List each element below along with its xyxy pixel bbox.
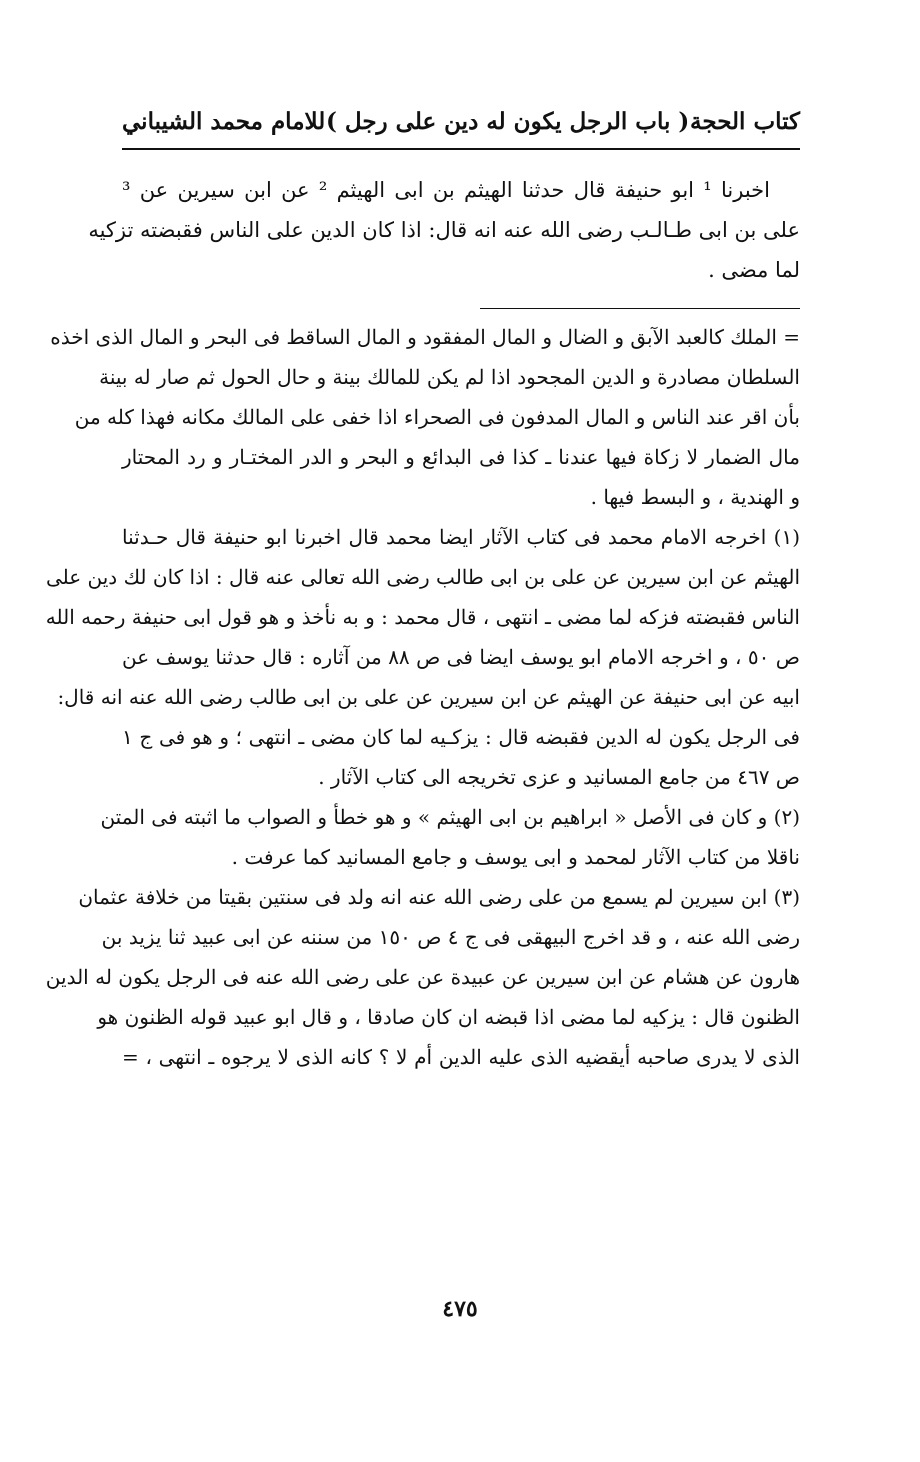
footnote-line: مال الضمار لا زكاة فيها عندنا ـ كذا فى البدائع و البحر و الدر المختـار و رد المحتار — [122, 445, 800, 469]
footnote-line: الذى لا يدرى صاحبه أيقضيه الذى عليه الدين أم لا ؟ كانه الذى لا يرجوه ـ انتهى ، = — [122, 1045, 800, 1069]
footnote-line: هارون عن هشام عن ابن سيرين عن عبيدة عن على رضى الله عنه فى الرجل يكون له الدين — [45, 965, 800, 989]
main-text-line: اخبرنا ¹ ابو حنيفة قال حدثنا الهيثم بن ابى الهيثم ² عن ابن سيرين عن ³ — [122, 178, 770, 202]
running-header — [122, 102, 800, 146]
footnote-line: بأن اقر عند الناس و المال المدفون فى الصحراء اذا خفى على المالك مكانه فهذا كله من — [74, 405, 800, 429]
book-title: كتاب الحجة — [690, 108, 800, 135]
footnote-line: السلطان مصادرة و الدين المجحود اذا لم يكن للمالك بينة و حال الحول ثم صار له بينة — [99, 365, 800, 389]
footnote-line: الناس فقبضته فزكه لما مضى ـ انتهى ، قال محمد : و به نأخذ و هو قول ابى حنيفة رحمه الله — [45, 605, 800, 629]
footnote-line: و الهندية ، و البسط فيها . — [590, 485, 800, 509]
footnote-line: (١) اخرجه الامام محمد فى كتاب الآثار ايضا محمد قال اخبرنا ابو حنيفة قال حـدثنا — [122, 525, 800, 549]
main-text-line: على بن ابى طـالـب رضى الله عنه انه قال: اذا كان الدين على الناس فقبضته تزكيه — [88, 218, 800, 242]
footnote-line: ابيه عن ابى حنيفة عن الهيثم عن ابن سيرين عن على بن ابى طالب رضى الله عنه انه قال: — [57, 685, 800, 709]
main-text-line: لما مضى . — [708, 258, 800, 282]
footnote-line: الظنون قال : يزكيه لما مضى اذا قبضه ان كان صادقا ، و قال ابو عبيد قوله الظنون هو — [97, 1005, 800, 1029]
footnote-separator — [480, 308, 800, 309]
document-page — [45, 102, 800, 1077]
footnote-line: فى الرجل يكون له الدين فقبضه قال : يزكـيه لما كان مضى ـ انتهى ؛ و هو فى ج ١ — [122, 725, 800, 749]
author-name: للامام محمد الشيباني — [122, 108, 326, 135]
footnote-line: ص ٥٠ ، و اخرجه الامام ابو يوسف ايضا فى ص ٨٨ من آثاره : قال حدثنا يوسف عن — [122, 645, 800, 669]
chapter-title: ( باب الرجل يكون له دين على رجل ) — [326, 108, 690, 135]
page-number: ٤٧٥ — [442, 1296, 478, 1322]
header-rule — [122, 148, 800, 150]
main-text — [88, 170, 800, 290]
footnote-line: الهيثم عن ابن سيرين عن على بن ابى طالب رضى الله تعالى عنه قال : اذا كان لك دين على — [45, 565, 800, 589]
footnotes — [45, 317, 800, 1077]
footnote-line: ص ٤٦٧ من جامع المسانيد و عزى تخريجه الى كتاب الآثار . — [318, 765, 800, 789]
footnote-line: (٣) ابن سيرين لم يسمع من على رضى الله عنه انه ولد فى سنتين بقيتا من خلافة عثمان — [78, 885, 800, 909]
footnote-line: ناقلا من كتاب الآثار لمحمد و ابى يوسف و جامع المسانيد كما عرفت . — [231, 845, 800, 869]
footnote-line: = الملك كالعبد الآبق و الضال و المال المفقود و المال الساقط فى البحر و المال الذى اخذه — [50, 325, 800, 349]
footnote-line: (٢) و كان فى الأصل « ابراهيم بن ابى الهيثم » و هو خطأ و الصواب ما اثبته فى المتن — [100, 805, 800, 829]
footnote-line: رضى الله عنه ، و قد اخرج البيهقى فى ج ٤ ص ١٥٠ من سننه عن ابى عبيد ثنا يزيد بن — [101, 925, 800, 949]
